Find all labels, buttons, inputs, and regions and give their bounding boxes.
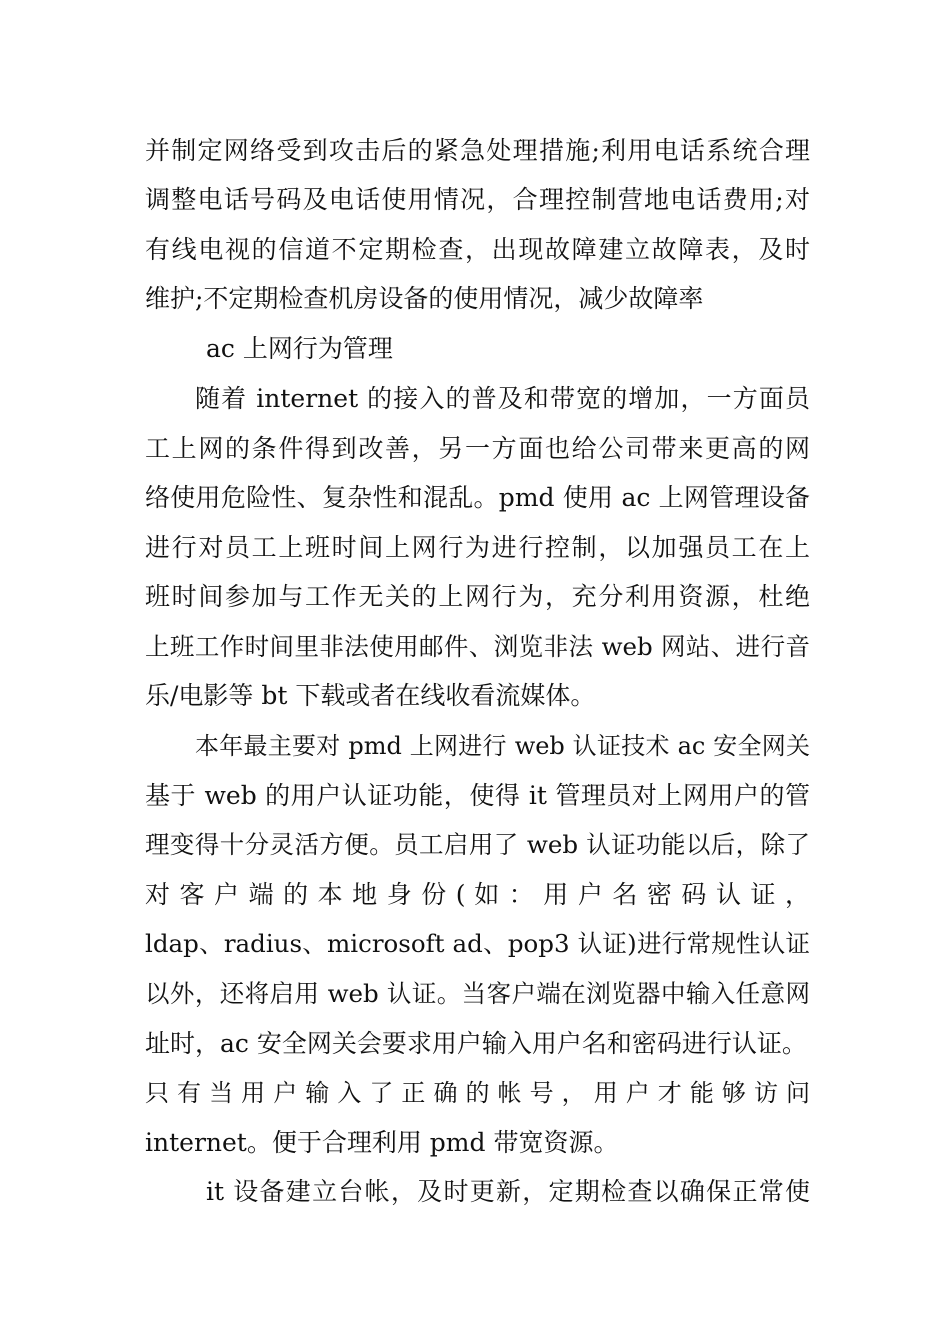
- body-text-line: 理变得十分灵活方便。员工启用了 web 认证功能以后，除了: [145, 830, 810, 859]
- body-text-line: 乐/电影等 bt 下载或者在线收看流媒体。: [145, 681, 596, 710]
- body-text-line: 基于 web 的用户认证功能，使得 it 管理员对上网用户的管: [145, 781, 810, 810]
- body-text-line: 本年最主要对 pmd 上网进行 web 认证技术 ac 安全网关: [195, 732, 810, 760]
- body-text-line: 址时，ac 安全网关会要求用户输入用户名和密码进行认证。: [145, 1029, 807, 1058]
- body-text-line: 以外，还将启用 web 认证。当客户端在浏览器中输入任意网: [145, 979, 810, 1008]
- body-text-line: 有线电视的信道不定期检查，出现故障建立故障表，及时: [145, 235, 810, 264]
- body-text-line: 进行对员工上班时间上网行为进行控制，以加强员工在上: [145, 533, 810, 562]
- body-text-line: it 设备建立台帐，及时更新，定期检查以确保正常使: [206, 1177, 810, 1206]
- body-text-line: 只 有 当 用 户 输 入 了 正 确 的 帐 号 ， 用 户 才 能 够 访 问: [145, 1079, 810, 1107]
- body-text-line: 对 客 户 端 的 本 地 身 份 ( 如 ： 用 户 名 密 码 认 证 ，: [145, 880, 810, 909]
- body-text-line: 并制定网络受到攻击后的紧急处理措施;利用电话系统合理: [145, 136, 810, 165]
- body-text-line: 班时间参加与工作无关的上网行为，充分利用资源，杜绝: [145, 582, 810, 611]
- body-text-line: 上班工作时间里非法使用邮件、浏览非法 web 网站、进行音: [145, 632, 810, 661]
- body-text-line: internet。便于合理利用 pmd 带宽资源。: [145, 1128, 619, 1157]
- body-text-line: ldap、radius、microsoft ad、pop3 认证)进行常规性认证: [145, 929, 810, 958]
- body-text-line: 络使用危险性、复杂性和混乱。pmd 使用 ac 上网管理设备: [145, 483, 810, 512]
- body-text-line: 调整电话号码及电话使用情况，合理控制营地电话费用;对: [145, 185, 810, 214]
- body-text-line: 维护;不定期检查机房设备的使用情况，减少故障率: [145, 284, 704, 313]
- section-heading: ac 上网行为管理: [206, 334, 393, 363]
- body-text-line: 工上网的条件得到改善，另一方面也给公司带来更高的网: [145, 434, 810, 463]
- body-text-line: 随着 internet 的接入的普及和带宽的增加，一方面员: [195, 384, 810, 413]
